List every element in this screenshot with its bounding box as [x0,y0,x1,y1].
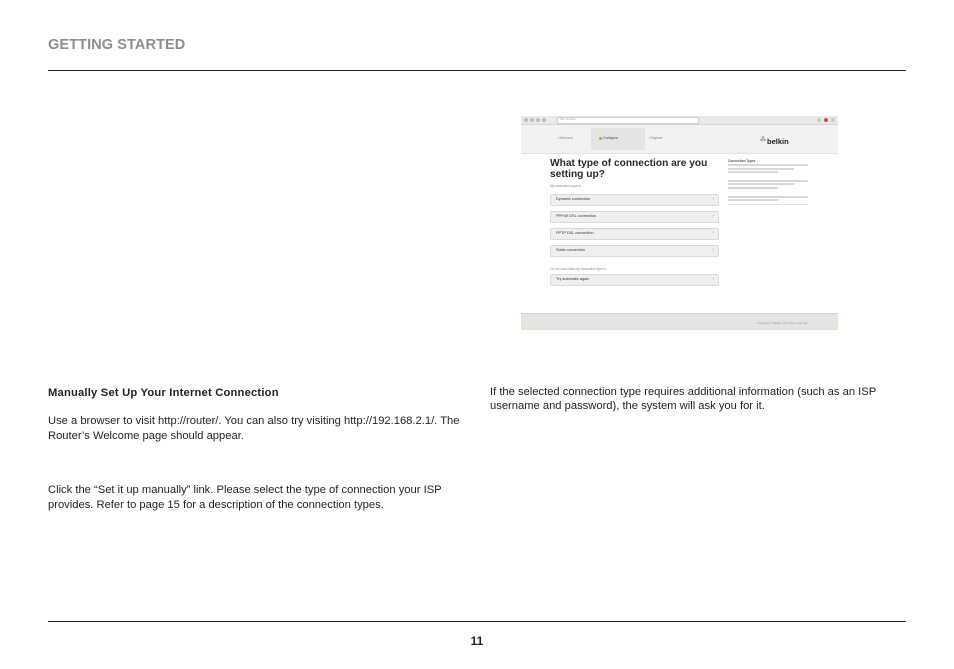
option-dynamic [550,194,719,206]
sidebar-text-line [728,171,778,173]
step-configure: Configure [599,136,618,140]
option-pptp [550,228,719,240]
arrow-right-icon: › [712,230,714,236]
left-column [48,386,478,512]
header-divider [48,70,906,71]
footer-divider [48,621,906,622]
connection-question: What type of connection are you setting up? [550,158,708,180]
option-auto [550,274,719,286]
belkin-logo-icon: ⁂ [760,137,766,143]
option-pppoe [550,211,719,223]
right-column [490,385,906,414]
sidebar-text-line [728,187,778,189]
wizard-steps [521,125,838,154]
address-bar [557,117,699,124]
router-setup-screenshot [521,116,838,330]
step-welcome: › Welcome [557,136,574,140]
step-check-icon [599,137,602,140]
sidebar-divider [728,204,808,205]
sidebar-text-line [728,199,778,201]
copyright-text: Copyright © Belkin. All rights reserved. [756,321,808,325]
connection-types-sidebar [728,159,808,205]
option-label: Dynamic connection [556,197,591,201]
option-label: PPPoE DSL connection [556,214,596,218]
back-icon [524,118,528,122]
instruction-paragraph: Use a browser to visit http://router/. You can also try visiting http://192.168.2.1/. The Router’s Welcome page should appear. [48,415,460,442]
option-label: Try automatic again [556,277,590,281]
arrow-right-icon: › [712,213,714,219]
reload-icon [536,118,540,122]
option-label: Static connection [556,248,585,252]
connection-subtitle: My connection type is: [550,184,582,188]
home-icon [542,118,546,122]
sidebar-text-line [728,183,794,185]
option-static [550,245,719,257]
address-bar-url: http://router/ [560,117,577,121]
unsure-subtitle: I’m not sure what my connection type is: [550,267,607,271]
section-heading: Manually Set Up Your Internet Connection [48,387,279,399]
sidebar-text-line [728,168,794,170]
sidebar-heading: Connection Types [728,159,756,163]
arrow-right-icon: › [712,247,714,253]
forward-icon [530,118,534,122]
option-label: PPTP DSL connection [556,231,594,235]
instruction-paragraph: Click the “Set it up manually” link. Please select the type of connection your ISP provides. Refer to page 15 for a description of the connection types. [48,484,442,511]
sidebar-text-line [728,164,808,166]
step-register: › Register [648,136,663,140]
minimize-icon [817,118,821,122]
page-footer-bar [521,313,838,330]
sidebar-text-line [728,180,808,182]
instruction-paragraph: If the selected connection type requires additional information (such as an ISP username and password), the system will ask you for it. [490,386,876,413]
maximize-icon [831,118,835,122]
belkin-logo: belkin [767,137,789,146]
arrow-right-icon: › [712,196,714,202]
section-title: GETTING STARTED [48,37,186,53]
page-number: 11 [470,634,484,648]
close-icon [824,118,828,122]
sidebar-text-line [728,196,808,198]
browser-toolbar [521,116,838,125]
arrow-right-icon: › [712,276,714,282]
